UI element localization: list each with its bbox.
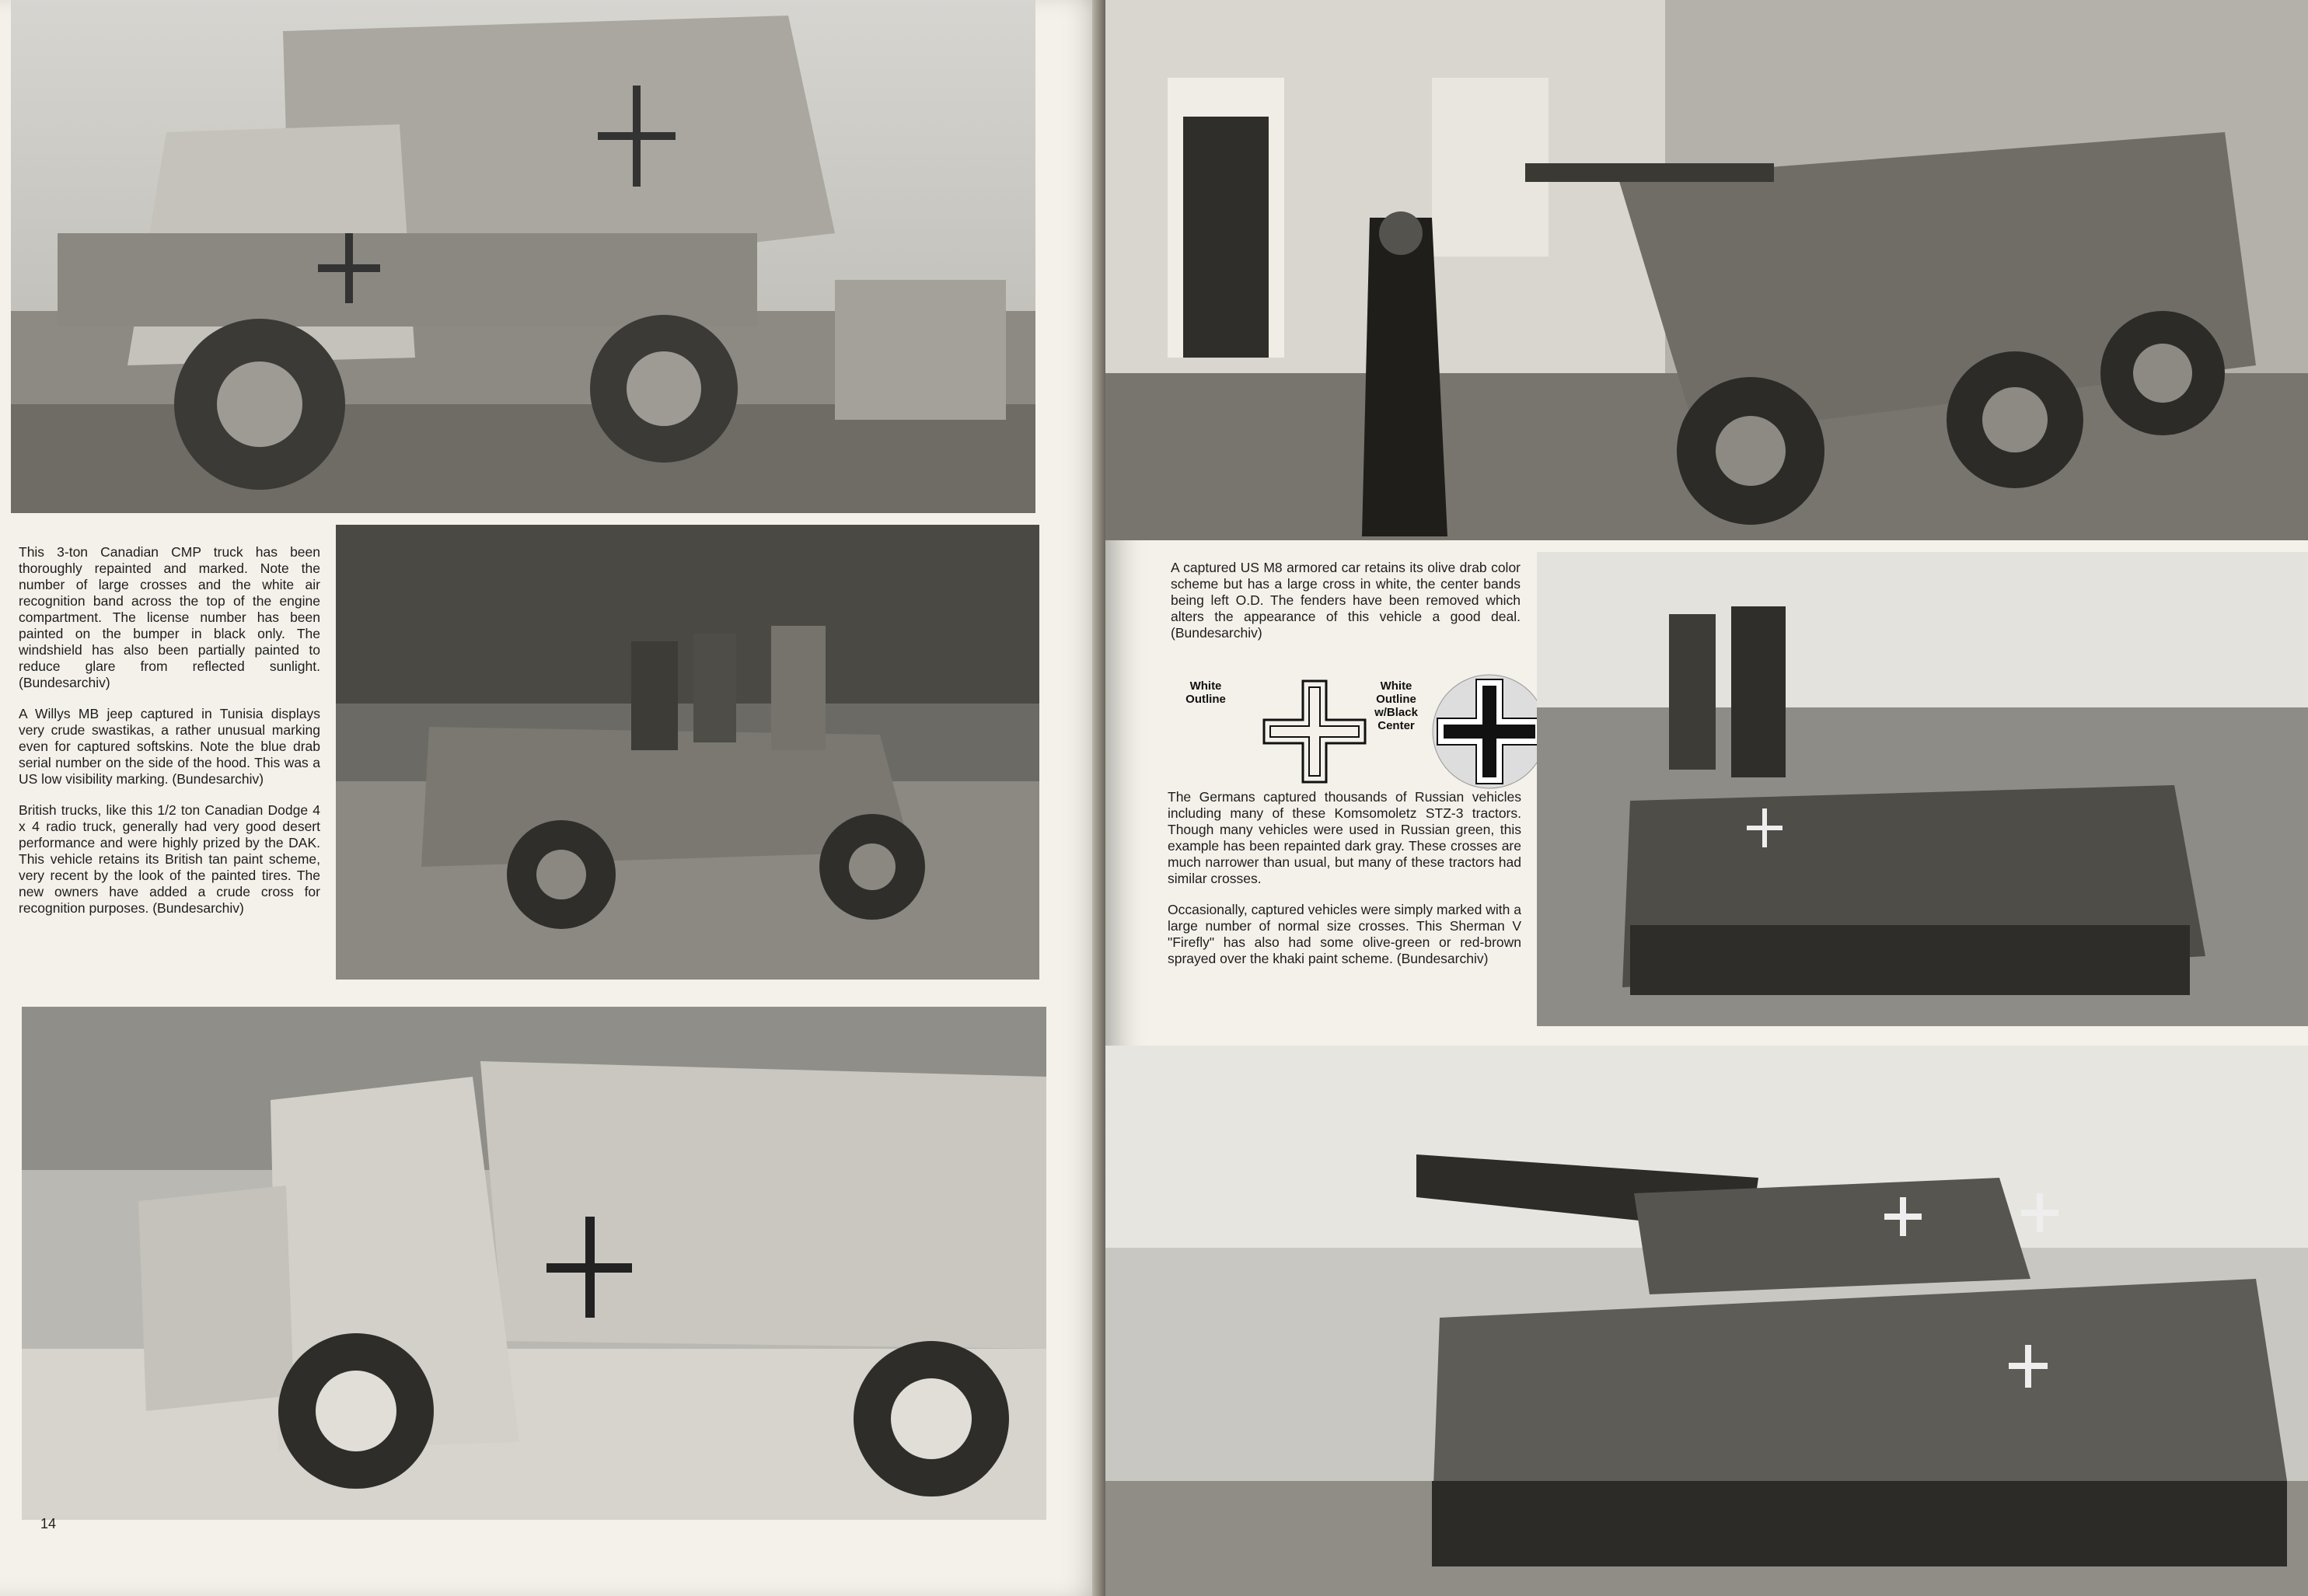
photo-m8-armored-car [1105,0,2308,540]
photo-cmp-truck [11,0,1035,513]
caption-m8-armored-car: A captured US M8 armored car retains its olive drab color scheme but has a large cross in white, the center bands being left O.D. The fenders have been removed which alters the appearance of this vehicle a good deal. (Bundesarchiv) [1171,560,1521,641]
right-page [1105,0,2308,1596]
caption-cmp-truck: This 3-ton Canadian CMP truck has been thoroughly repainted and marked. Note the number of large crosses and the white air recognition band across the top of the engine compartment. The license number has been painted on the bumper in black only. The windshield has also been partially painted to reduce glare from reflected sunlight. (Bundesarchiv) [19,544,320,690]
photo-stz3-tractor [1537,552,2308,1026]
label-white-outline-black-center: White Outline w/Black Center [1374,679,1418,732]
cross-marking-diagram [1171,673,1521,790]
caption-right-lower-block [1168,789,1521,982]
caption-m8-block [1171,560,1521,656]
page-number: 14 [40,1516,57,1531]
caption-sherman-firefly: Occasionally, captured vehicles were simply marked with a large number of normal size crosses. This Sherman V "Firefly" has also had some olive-green or red-brown sprayed over the khaki paint scheme. (Bundesarchiv) [1168,902,1521,966]
caption-stz3-tractor: The Germans captured thousands of Russian vehicles including many of these Komsomoletz STZ-3 tractors. Though many vehicles were used in Russian green, this example has been repainted dark gray. These crosses are much narrower than usual, but many of these tractors had similar crosses. [1168,789,1521,886]
left-page [0,0,1104,1596]
cross-outline-icon [1256,673,1373,790]
caption-dodge-truck: British trucks, like this 1/2 ton Canadian Dodge 4 x 4 radio truck, generally had very good desert performance and were highly prized by the DAK. This vehicle retains its British tan paint scheme, very recent by the look of the painted tires. The new owners have added a crude cross for recognition purposes. (Bundesarchiv) [19,802,320,916]
caption-willys-jeep: A Willys MB jeep captured in Tunisia displays very crude swastikas, a rather unusual marking even for captured softskins. Note the blue drab serial number on the side of the hood. This was a US low visibility marking. (Bundesarchiv) [19,706,320,787]
photo-sherman-firefly [1105,1046,2308,1596]
photo-willys-jeep [336,525,1039,980]
left-caption-column [19,544,320,931]
cross-black-center-icon [1431,673,1548,790]
label-white-outline: White Outline [1185,679,1226,706]
photo-dodge-truck [22,1007,1046,1520]
